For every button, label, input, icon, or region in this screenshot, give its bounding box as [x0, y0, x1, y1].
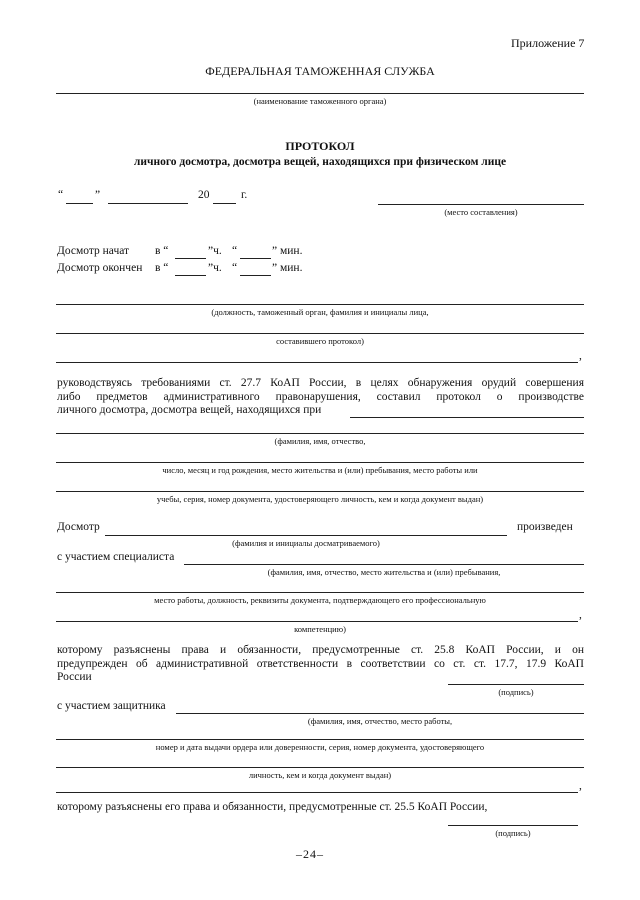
official-line-1[interactable]	[56, 304, 584, 305]
started-minutes-label: ” мин.	[272, 245, 303, 257]
caption-person-3: учебы, серия, номер документа, удостоверяющего личность, кем и когда документ выдан)	[156, 494, 484, 504]
caption-defender-2: номер и дата выдачи ордера или доверенности, серия, номер документа, удостоверяющего	[155, 742, 485, 752]
specialist-field[interactable]	[184, 564, 584, 565]
page-subtitle: личного досмотра, досмотра вещей, находящихся при физическом лице	[133, 156, 507, 168]
ended-quote: “	[232, 262, 238, 274]
defender-line-2[interactable]	[56, 739, 584, 740]
person-line-2[interactable]	[56, 462, 584, 463]
date-year-suffix: г.	[241, 189, 248, 201]
ended-minutes-field[interactable]	[240, 275, 271, 276]
started-minutes-field[interactable]	[240, 258, 271, 259]
inspection-done-label: произведен	[517, 521, 573, 533]
specialist-signature-field[interactable]	[448, 684, 584, 685]
caption-defender-1: (фамилия, имя, отчество, место работы,	[307, 716, 453, 726]
person-line-1[interactable]	[56, 433, 584, 434]
defender-line-3[interactable]	[56, 767, 584, 768]
para1-line1: руководствуясь требованиями ст. 27.7 КоАП России, в целях обнаружения орудий совершения	[57, 377, 584, 389]
place-field[interactable]	[378, 204, 584, 205]
person-line-3[interactable]	[56, 491, 584, 492]
caption-place: (место составления)	[444, 207, 518, 217]
defender-field[interactable]	[176, 713, 584, 714]
inspection-label: Досмотр	[57, 521, 100, 533]
caption-specialist-1: (фамилия, имя, отчество, место жительства и (или) пребывания,	[267, 567, 501, 577]
started-label: Досмотр начат	[57, 245, 130, 257]
date-quote-close: ”	[95, 189, 101, 201]
caption-person-1: (фамилия, имя, отчество,	[274, 436, 366, 446]
started-quote: “	[232, 245, 238, 257]
caption-official-2: составившего протокол)	[276, 336, 364, 346]
defender-label: с участием защитника	[57, 700, 166, 712]
caption-customs-body: (наименование таможенного органа)	[253, 96, 387, 106]
defender-signature-field[interactable]	[448, 825, 578, 826]
date-month-field[interactable]	[108, 203, 188, 204]
caption-signature-2: (подпись)	[495, 828, 531, 838]
date-day-field[interactable]	[66, 203, 93, 204]
caption-defender-3: личность, кем и когда документ выдан)	[248, 770, 392, 780]
specialist-label: с участием специалиста	[57, 551, 175, 563]
comma-1: ,	[579, 350, 582, 362]
ended-label: Досмотр окончен	[57, 262, 143, 274]
inspected-person-field[interactable]	[105, 535, 507, 536]
defender-line-4[interactable]	[56, 792, 578, 793]
para2-line3: России	[57, 671, 92, 683]
para1-line2: либо предметов административного правонарушения, составил протокол о производстве	[57, 391, 584, 403]
started-time-prefix: в “	[155, 245, 169, 257]
date-year-field[interactable]	[213, 203, 236, 204]
caption-signature-1: (подпись)	[498, 687, 534, 697]
specialist-line-3[interactable]	[56, 621, 578, 622]
comma-2: ,	[579, 609, 582, 621]
ended-hours-field[interactable]	[175, 275, 206, 276]
service-name: ФЕДЕРАЛЬНАЯ ТАМОЖЕННАЯ СЛУЖБА	[205, 64, 435, 78]
page-title: ПРОТОКОЛ	[285, 139, 355, 153]
caption-person-2: число, месяц и год рождения, место жительства и (или) пребывания, место работы или	[162, 465, 478, 475]
para2-line2: предупрежден об административной ответственности в соответствии со ст. ст. 17.7, 17.9 КоАП	[57, 658, 584, 670]
appendix-label: Приложение 7	[511, 36, 585, 50]
caption-specialist-3: компетенцию)	[294, 624, 346, 634]
para3-text: которому разъяснены его права и обязанности, предусмотренные ст. 25.5 КоАП России,	[57, 801, 488, 813]
ended-time-prefix: в “	[155, 262, 169, 274]
caption-inspected: (фамилия и инициалы досматриваемого)	[232, 538, 380, 548]
date-year-prefix: 20	[198, 189, 210, 201]
person-field-inline[interactable]	[350, 417, 584, 418]
specialist-line-2[interactable]	[56, 592, 584, 593]
started-hours-field[interactable]	[175, 258, 206, 259]
ended-hours-label: ”ч.	[208, 262, 222, 274]
comma-3: ,	[579, 780, 582, 792]
page-number: –24–	[296, 847, 324, 861]
ended-minutes-label: ” мин.	[272, 262, 303, 274]
started-hours-label: ”ч.	[208, 245, 222, 257]
caption-official-1: (должность, таможенный орган, фамилия и инициалы лица,	[211, 307, 429, 317]
caption-specialist-2: место работы, должность, реквизиты документа, подтверждающего его профессиональную	[154, 595, 486, 605]
customs-body-line[interactable]	[56, 93, 584, 94]
official-line-3[interactable]	[56, 362, 578, 363]
official-line-2[interactable]	[56, 333, 584, 334]
para1-line3: личного досмотра, досмотра вещей, находящихся при	[57, 404, 322, 416]
date-quote-open: “	[58, 189, 64, 201]
para2-line1: которому разъяснены права и обязанности, предусмотренные ст. 25.8 КоАП России, и он	[57, 644, 584, 656]
